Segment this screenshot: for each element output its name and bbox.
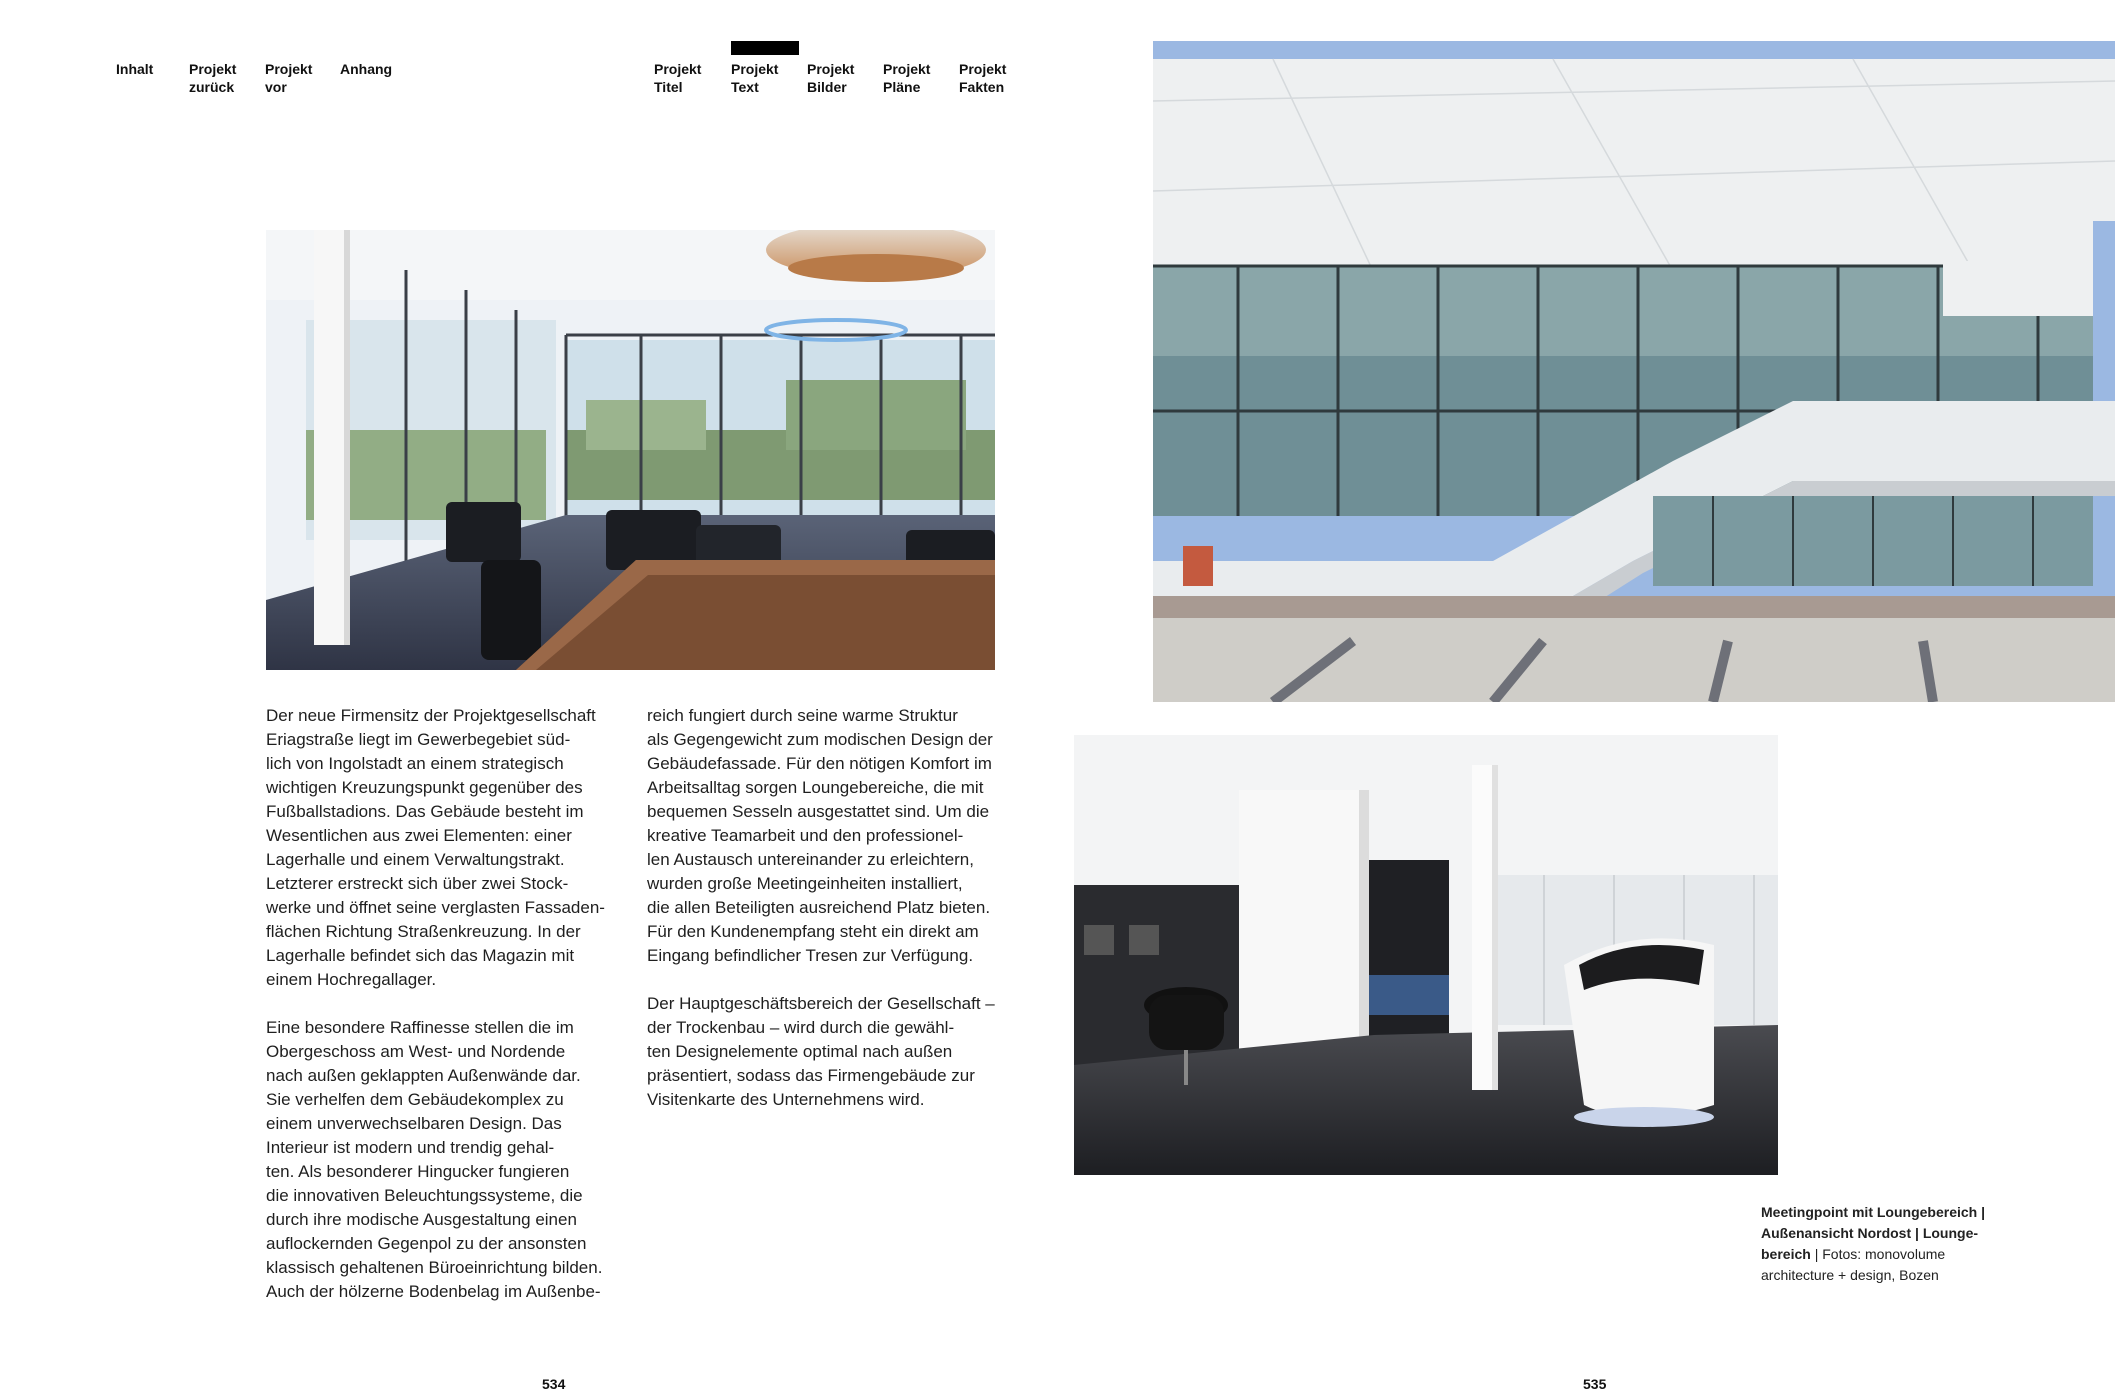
page-number-right: 535 bbox=[1583, 1376, 1607, 1392]
paragraph: Der neue Firmensitz der Projektgesellschaft Eriagstraße liegt im Gewerbegebiet süd- lich von Ingolstadt an einem strategisch wichtigen Kreuzungspunkt gegenüber des Fußballstadions. Das Gebäude besteht im Wesentlichen aus zwei Elementen: einer Lagerhalle und einem Verwaltungstrakt. Letzterer erstreckt sich über zwei Stock- werke und öffnet seine verglasten Fassaden- flächen Richtung Straßenkreuzung. In der Lagerhalle befindet sich das Magazin mit einem Hochregallager. bbox=[266, 706, 605, 989]
caption-credit: | Fotos: monovolume architecture + design, Bozen bbox=[1761, 1246, 1946, 1283]
nav-projekt-zurueck[interactable]: Projekt zurück bbox=[189, 61, 237, 95]
text-column-1 bbox=[266, 704, 626, 1328]
page-number-left: 534 bbox=[542, 1376, 566, 1392]
caption-bold: Meetingpoint mit Loungebereich | Außenansicht Nordost | Lounge- bereich bbox=[1761, 1204, 1986, 1262]
paragraph: Der Hauptgeschäftsbereich der Gesellschaft – der Trockenbau – wird durch die gewähl- ten Designelemente optimal nach außen präsentiert, sodass das Firmengebäude zur Visitenkarte des Unternehmens wird. bbox=[647, 994, 995, 1109]
paragraph: Eine besondere Raffinesse stellen die im Obergeschoss am West- und Nordende nach außen geklappten Außenwände dar. Sie verhelfen dem Gebäudekomplex zu einem unverwechselbaren Design. Das Interieur ist modern und trendig gehal- ten. Als besonderer Hingucker fungieren die innovativen Beleuchtungssysteme, die durch ihre modische Ausgestaltung einen auflockernden Gegenpol zu der ansonsten klassisch gehaltenen Büroeinrichtung bilden. Auch der hölzerne Bodenbelag im Außenbe- bbox=[266, 1018, 603, 1301]
text-column-2 bbox=[647, 704, 1007, 1136]
nav-projekt-text[interactable]: Projekt Text bbox=[731, 61, 779, 95]
facade-photo bbox=[1153, 41, 2115, 702]
paragraph: reich fungiert durch seine warme Struktur als Gegengewicht zum modischen Design der Gebäudefassade. Für den nötigen Komfort im Arbeitsalltag sorgen Loungebereiche, die mit bequemen Sesseln ausgestattet sind. Um die kreative Teamarbeit und den professionel- len Austausch untereinander zu erleichtern, wurden große Meetingeinheiten installiert, die allen Beteiligten ausreichend Platz bieten. Für den Kundenempfang steht ein direkt am Eingang befindlicher Tresen zur Verfügung. bbox=[647, 706, 993, 965]
nav-projekt-fakten[interactable]: Projekt Fakten bbox=[959, 61, 1007, 95]
nav-projekt-bilder[interactable]: Projekt Bilder bbox=[807, 61, 855, 95]
nav-projekt-titel[interactable]: Projekt Titel bbox=[654, 61, 702, 95]
meeting-room-photo bbox=[266, 230, 995, 670]
nav-projekt-vor[interactable]: Projekt vor bbox=[265, 61, 313, 95]
lounge-photo bbox=[1074, 735, 1778, 1175]
active-tab-marker bbox=[731, 41, 799, 55]
photo-caption bbox=[1761, 1202, 2031, 1286]
nav-anhang[interactable]: Anhang bbox=[340, 61, 393, 77]
nav-inhalt[interactable]: Inhalt bbox=[116, 61, 154, 77]
nav-projekt-plaene[interactable]: Projekt Pläne bbox=[883, 61, 931, 95]
